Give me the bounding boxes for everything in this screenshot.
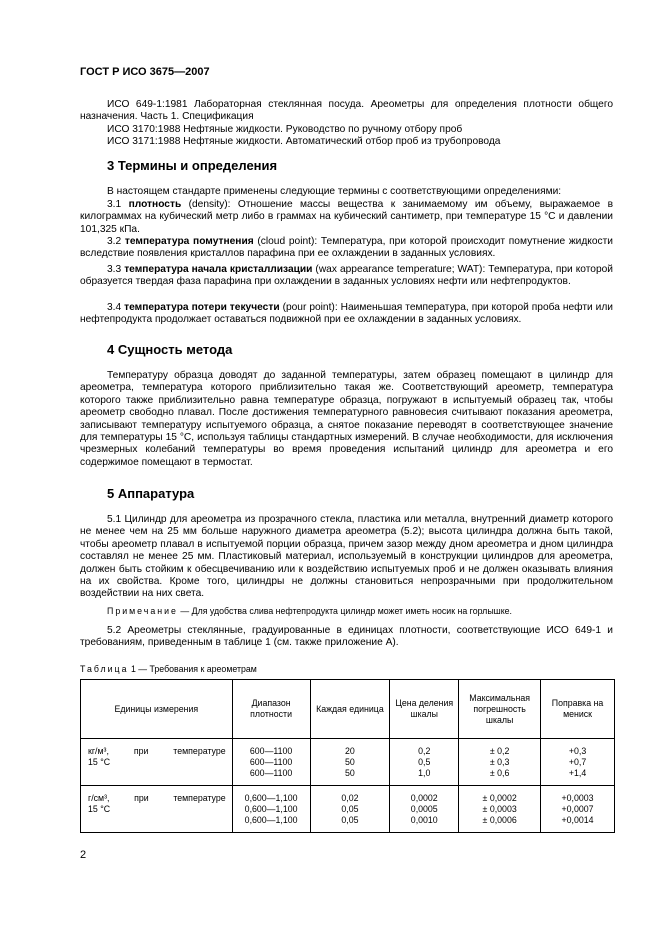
section-5-1-text: 5.1 Цилиндр для ареометра из прозрачного стекла, пластика или металла, внутренний диаметр которого не менее чем на 25 мм больше наружного диаметра ареометра (5.2); высота цилиндра должна быть такой, чтобы ареометр плавал в испытуемой порции образца, причем зазор между дном ареометра и дном цилиндра составлял не менее 25 мм. Пластиковый материал, используемый в конструкции цилиндров для ареометра, должен быть стойким к обесцвечиванию или к воздействию испытуемых проб и не должен оказывать влияния на их свойства. Кроме того, цилиндры не должны становиться непрозрачными при продолжительном воздействии на них света. [80, 514, 613, 600]
division-cell: 0,0002 0,0005 0,0010 [390, 786, 459, 833]
hydrometer-requirements-table [80, 679, 615, 833]
max-error-cell: ± 0,0002 ± 0,0003 ± 0,0006 [459, 786, 541, 833]
units-cell: кг/м³, при температуре 15 °С [81, 739, 233, 786]
term-3-3: 3.3 температура начала кристаллизации (wax appearance temperature; WAT): Температура, при которой образуется твердая фаза парафина при охлаждении в заданных условиях нефти или нефтепродуктов. [80, 264, 613, 288]
page-number: 2 [80, 849, 87, 861]
table-row [81, 739, 615, 786]
table-header-row [81, 680, 615, 739]
section-3-title: 3 Термины и определения [107, 158, 278, 173]
table-caption: Таблица 1 — Требования к ареометрам [80, 664, 257, 674]
header-range: Диапазон плотности [232, 680, 310, 739]
term-3-2: 3.2 температура помутнения (cloud point): Температура, при которой происходит помутнение жидкости вследствие появления кристаллов парафина при ее охлаждении в заданных условиях. [80, 236, 613, 260]
section-4-title: 4 Сущность метода [107, 342, 233, 357]
division-cell: 0,2 0,5 1,0 [390, 739, 459, 786]
section-3-intro: В настоящем стандарте применены следующие термины с соответствующими определениями: [107, 186, 562, 197]
max-error-cell: ± 0,2 ± 0,3 ± 0,6 [459, 739, 541, 786]
range-cell: 600—1100 600—1100 600—1100 [232, 739, 310, 786]
term-3-1: 3.1 плотность (density): Отношение массы вещества к занимаемому им объему, выражаемое в килограммах на кубический метр либо в граммах на кубический сантиметр, при температуре 15 °С и давлении 101,325 кПа. [80, 199, 613, 235]
section-5-note: Примечание — Для удобства слива нефтепродукта цилиндр может иметь носик на горлышке. [107, 606, 512, 616]
term-3-4: 3.4 температура потери текучести (pour point): Наименьшая температура, при которой проба нефти или нефтепродукта продолжает оставаться подвижной при ее охлаждении в заданных условиях. [80, 302, 613, 326]
reference-iso-3171: ИСО 3171:1988 Нефтяные жидкости. Автоматический отбор проб из трубопровода [107, 136, 501, 147]
section-4-text: Температуру образца доводят до заданной температуры, затем образец помещают в цилиндр для ареометра, температура которого приблизительно такая же. Соответствующий ареометр, температура которого также приблизительно равна температуре образца, погружают в испытуемый образец так, чтобы ареометр свободно плавал. После достижения температурного равновесия считывают показания ареометра, записывают температуру испытуемого образца, а снятое показание переводят в соответствующее значение для температуры 15 °С, используя таблицы стандартных измерений. В случае необходимости, для исключения чрезмерных колебаний температуры во время проведения испытаний цилиндр для ареометра и его содержимое помещают в термостат. [80, 370, 613, 468]
reference-iso-3170: ИСО 3170:1988 Нефтяные жидкости. Руководство по ручному отбору проб [107, 124, 463, 135]
range-cell: 0,600—1,100 0,600—1,100 0,600—1,100 [232, 786, 310, 833]
each-unit-cell: 20 50 50 [310, 739, 390, 786]
header-each-unit: Каждая единица [310, 680, 390, 739]
units-cell: г/см³, при температуре 15 °С [81, 786, 233, 833]
each-unit-cell: 0,02 0,05 0,05 [310, 786, 390, 833]
section-5-2-text: 5.2 Ареометры стеклянные, градуированные в единицах плотности, соответствующие ИСО 649-1 и требованиям, приведенным в таблице 1 (см. также приложение А). [80, 625, 613, 649]
document-code: ГОСТ Р ИСО 3675—2007 [80, 66, 210, 78]
header-division: Цена деления шкалы [390, 680, 459, 739]
reference-iso-649: ИСО 649-1:1981 Лабораторная стеклянная посуда. Ареометры для определения плотности общего назначения. Часть 1. Спецификация [80, 99, 613, 123]
meniscus-cell: +0,0003 +0,0007 +0,0014 [541, 786, 615, 833]
header-units: Единицы измерения [81, 680, 233, 739]
header-max-error: Максимальная погрешность шкалы [459, 680, 541, 739]
table-row [81, 786, 615, 833]
meniscus-cell: +0,3 +0,7 +1,4 [541, 739, 615, 786]
section-5-title: 5 Аппаратура [107, 486, 195, 501]
header-meniscus: Поправка на мениск [541, 680, 615, 739]
